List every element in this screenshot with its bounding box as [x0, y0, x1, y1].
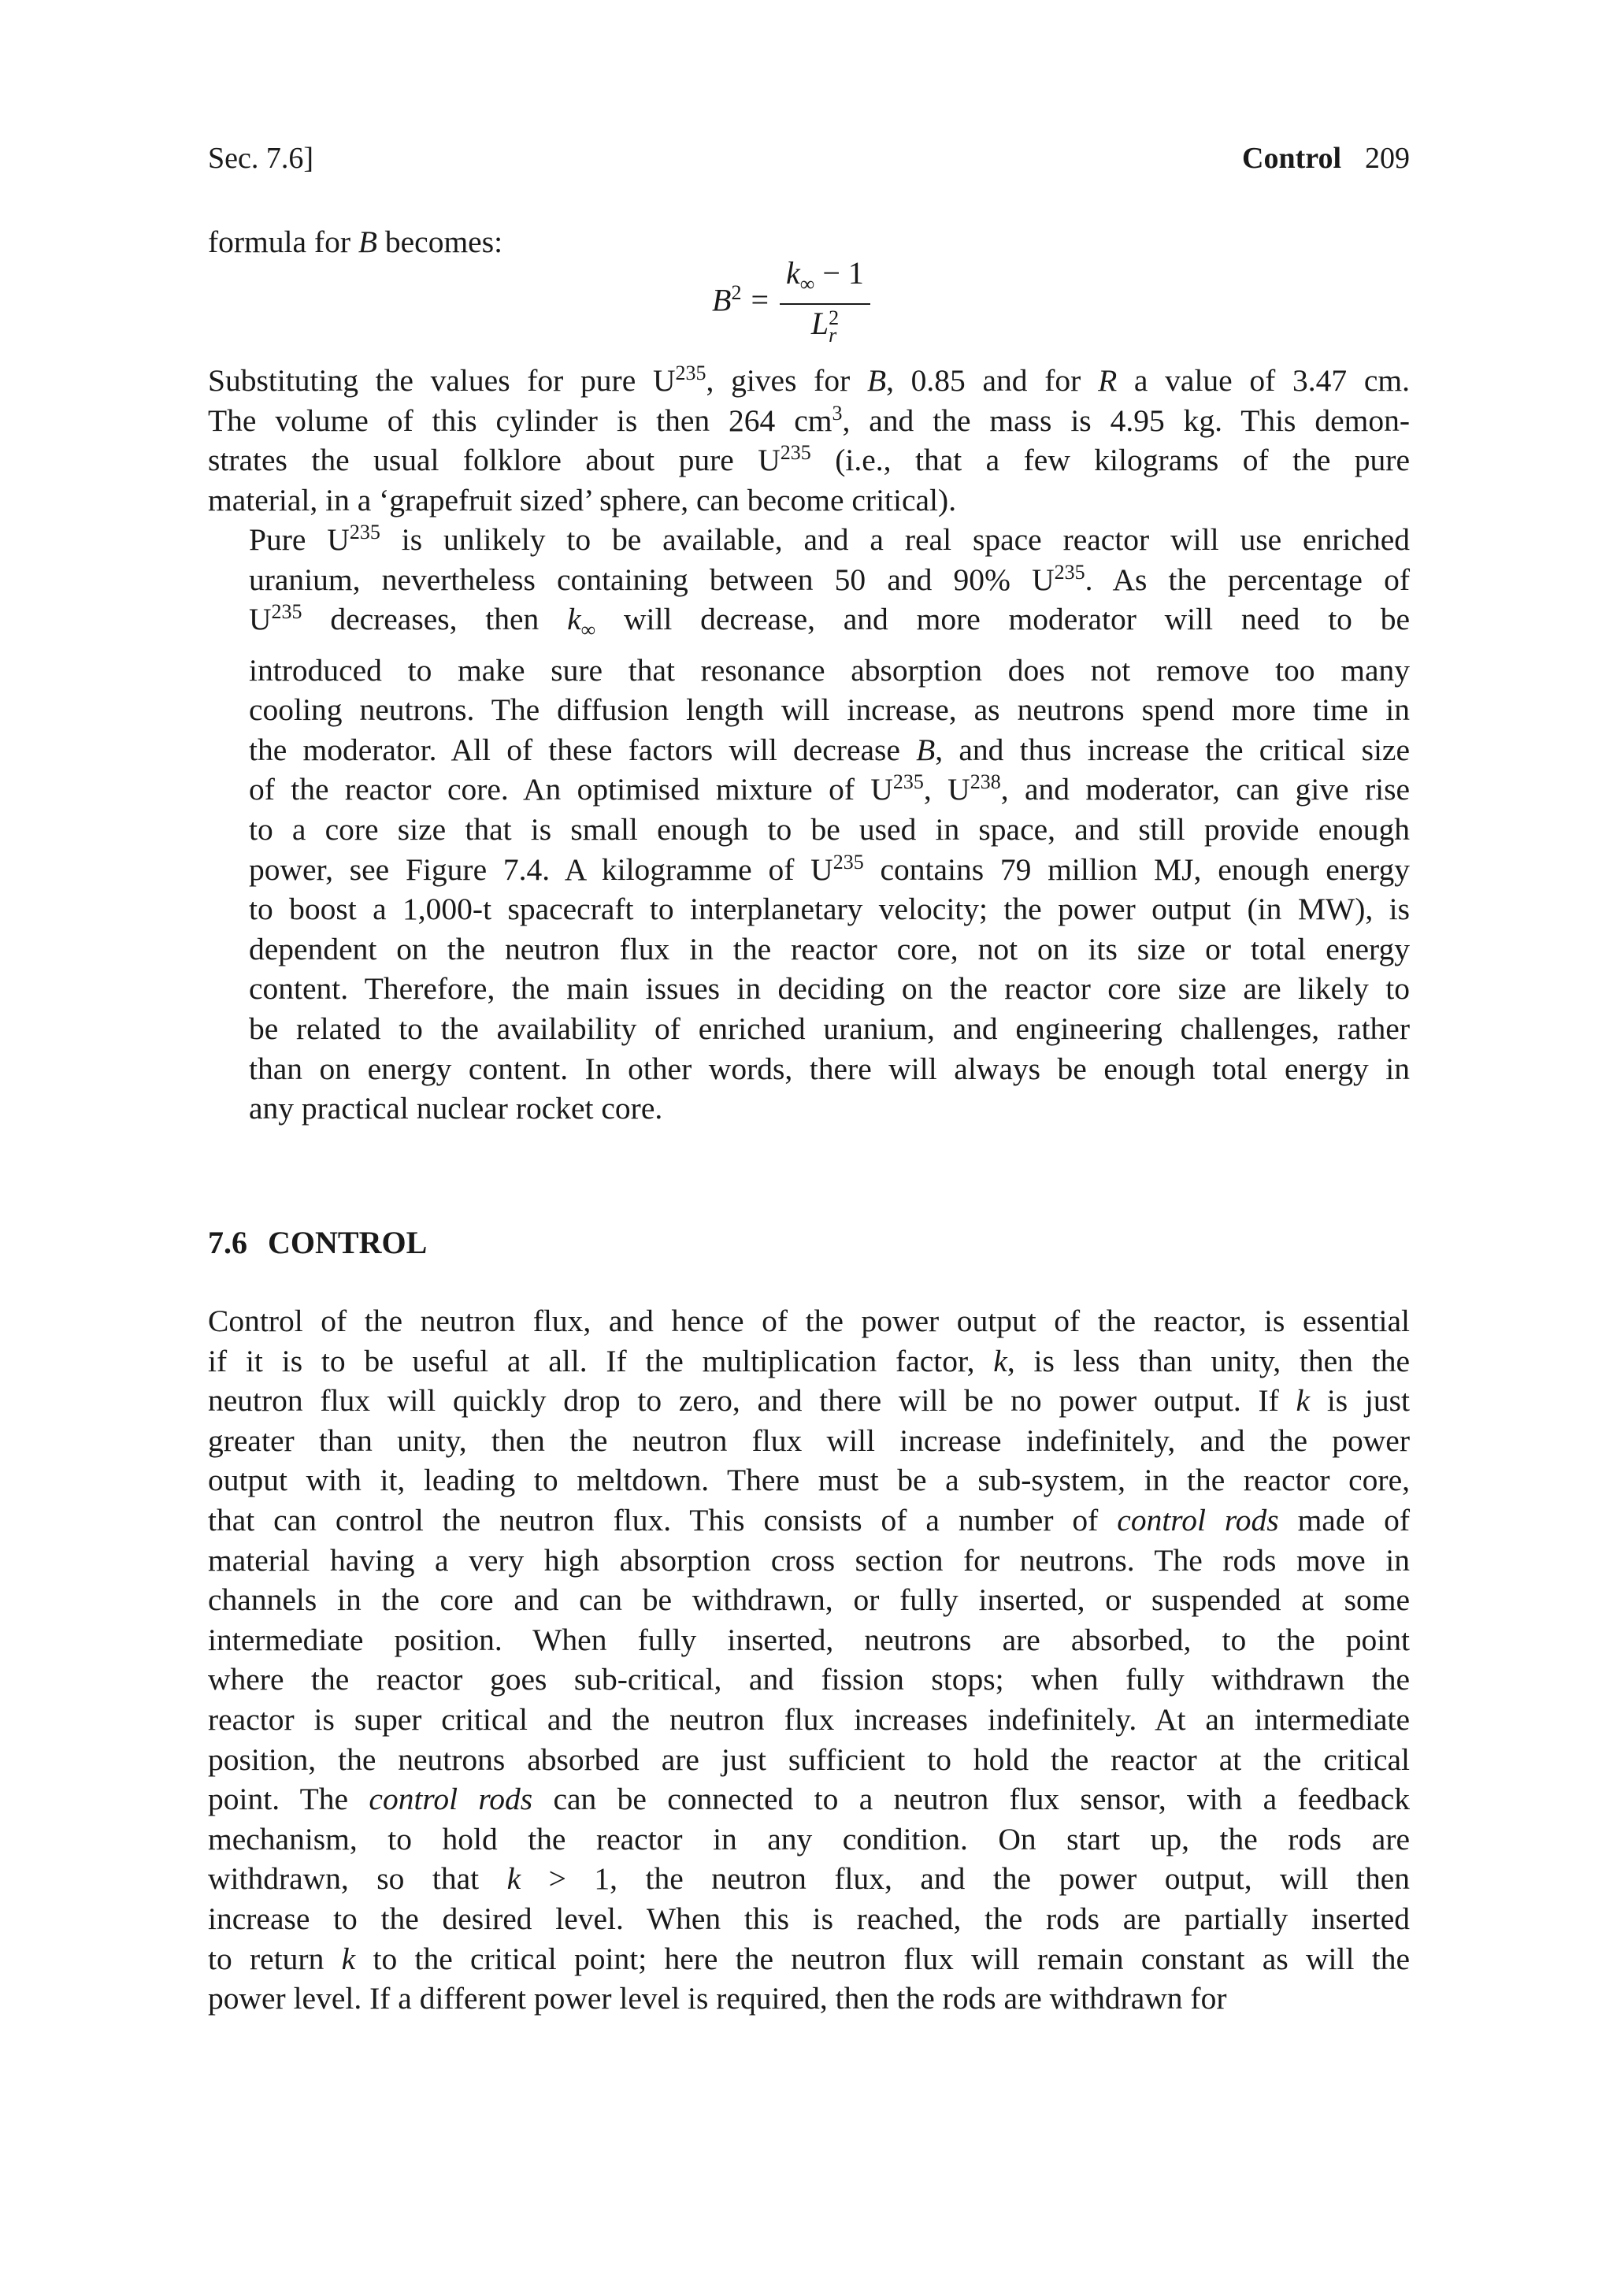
- equals-sign: =: [751, 282, 769, 318]
- paragraph-3: [208, 1301, 1410, 2019]
- text-line: to boost a 1,000-t spacecraft to interplanetary velocity; the power output (in MW), is: [249, 892, 1410, 927]
- paragraph-1: [208, 361, 1410, 520]
- text-line: if it is to be useful at all. If the multiplication factor, k, is less than unity, then the: [208, 1343, 1410, 1378]
- text-line: intermediate position. When fully inserted, neutrons are absorbed, to the point: [208, 1622, 1410, 1657]
- text-line: than on energy content. In other words, there will always be enough total energy in: [249, 1051, 1410, 1086]
- text-line: withdrawn, so that k > 1, the neutron flux, and the power output, will then: [208, 1861, 1410, 1897]
- section-heading: [208, 1223, 427, 1263]
- equation-numerator: $k_\infty - 1$: [780, 256, 870, 305]
- text-line: reactor is super critical and the neutron flux increases indefinitely. At an intermediate: [208, 1701, 1410, 1737]
- text-line: material having a very high absorption cross section for neutrons. The rods move in: [208, 1542, 1410, 1578]
- text-line: channels in the core and can be withdrawn, or fully inserted, or suspended at some: [208, 1582, 1410, 1618]
- text-line: introduced to make sure that resonance absorption does not remove too many: [249, 652, 1410, 688]
- chapter-label: Control: [1242, 142, 1341, 175]
- text-line: position, the neutrons absorbed are just sufficient to hold the reactor at the critical: [208, 1741, 1410, 1777]
- chapter-and-page: [1242, 140, 1410, 176]
- text-line: where the reactor goes sub-critical, and fission stops; when fully withdrawn the: [208, 1662, 1410, 1697]
- equation-fraction: [780, 255, 870, 347]
- text-line: $U^{235}$ decreases, then $k_\infty$ will decrease, and more moderator will need to be: [249, 600, 1410, 642]
- text-line: that can control the neutron flux. This consists of a number of control rods made of: [208, 1502, 1410, 1537]
- text-line: to a core size that is small enough to be used in space, and still provide enough: [249, 812, 1410, 848]
- book-page: [208, 0, 1410, 2296]
- text-line: uranium, nevertheless containing between 50 and 90% $U^{235}$. As the percentage of: [249, 560, 1410, 597]
- text-line: material, in a ‘grapefruit sized’ sphere, can become critical).: [208, 482, 957, 517]
- text-line: of the reactor core. An optimised mixture of $U^{235}$, $U^{238}$, and moderator, can give rise: [249, 770, 1411, 807]
- text-line: power level. If a different power level is required, then the rods are withdrawn for: [208, 1981, 1227, 2016]
- text-line: to return k to the critical point; here the neutron flux will remain constant as will the: [208, 1941, 1410, 1976]
- text-line: be related to the availability of enriched uranium, and engineering challenges, rather: [249, 1011, 1410, 1047]
- intro-text: formula for B becomes:: [208, 224, 503, 259]
- paragraph-2: [208, 520, 1410, 1129]
- text-line: the moderator. All of these factors will decrease B, and thus increase the critical size: [249, 732, 1410, 767]
- equation-buckling: [712, 255, 870, 347]
- text-line: cooling neutrons. The diffusion length will increase, as neutrons spend more time in: [249, 692, 1410, 728]
- equation-denominator: L 2 r: [810, 306, 840, 347]
- text-line: strates the usual folklore about pure $U^{235}$ (i.e., that a few kilograms of the pure: [208, 441, 1410, 478]
- text-line: The volume of this cylinder is then 264 $cm^3$, and the mass is 4.95 kg. This demon-: [208, 401, 1411, 438]
- text-line: power, see Figure 7.4. A kilogramme of $U^{235}$ contains 79 million MJ, enough energy: [249, 850, 1411, 887]
- text-line: Control of the neutron flux, and hence of the power output of the reactor, is essential: [208, 1304, 1410, 1338]
- text-line: mechanism, to hold the reactor in any condition. On start up, the rods are: [208, 1821, 1410, 1856]
- text-line: point. The control rods can be connected to a neutron flux sensor, with a feedback: [208, 1782, 1410, 1817]
- text-line: output with it, leading to meltdown. There must be a sub-system, in the reactor core,: [208, 1463, 1410, 1498]
- text-line: content. Therefore, the main issues in deciding on the reactor core size are likely to: [249, 971, 1410, 1007]
- section-title: CONTROL: [268, 1225, 428, 1260]
- section-number: 7.6: [208, 1225, 247, 1260]
- text-line: greater than unity, then the neutron flux will increase indefinitely, and the power: [208, 1422, 1410, 1458]
- text-line: neutron flux will quickly drop to zero, and there will be no power output. If k is just: [208, 1383, 1410, 1419]
- text-line: any practical nuclear rocket core.: [249, 1091, 663, 1126]
- section-reference: Sec. 7.6]: [208, 142, 314, 175]
- text-line: Substituting the values for pure $U^{235}$, gives for B, 0.85 and for R a value of 3.47 cm.: [208, 362, 1411, 398]
- equation-lhs: $B^2$: [712, 281, 742, 318]
- text-line: dependent on the neutron flux in the reactor core, not on its size or total energy: [249, 931, 1410, 966]
- page-number: 209: [1365, 142, 1410, 175]
- text-line: increase to the desired level. When this is reached, the rods are partially inserted: [208, 1901, 1410, 1936]
- text-line: Pure $U^{235}$ is unlikely to be available, and a real space reactor will use enriched: [249, 521, 1410, 557]
